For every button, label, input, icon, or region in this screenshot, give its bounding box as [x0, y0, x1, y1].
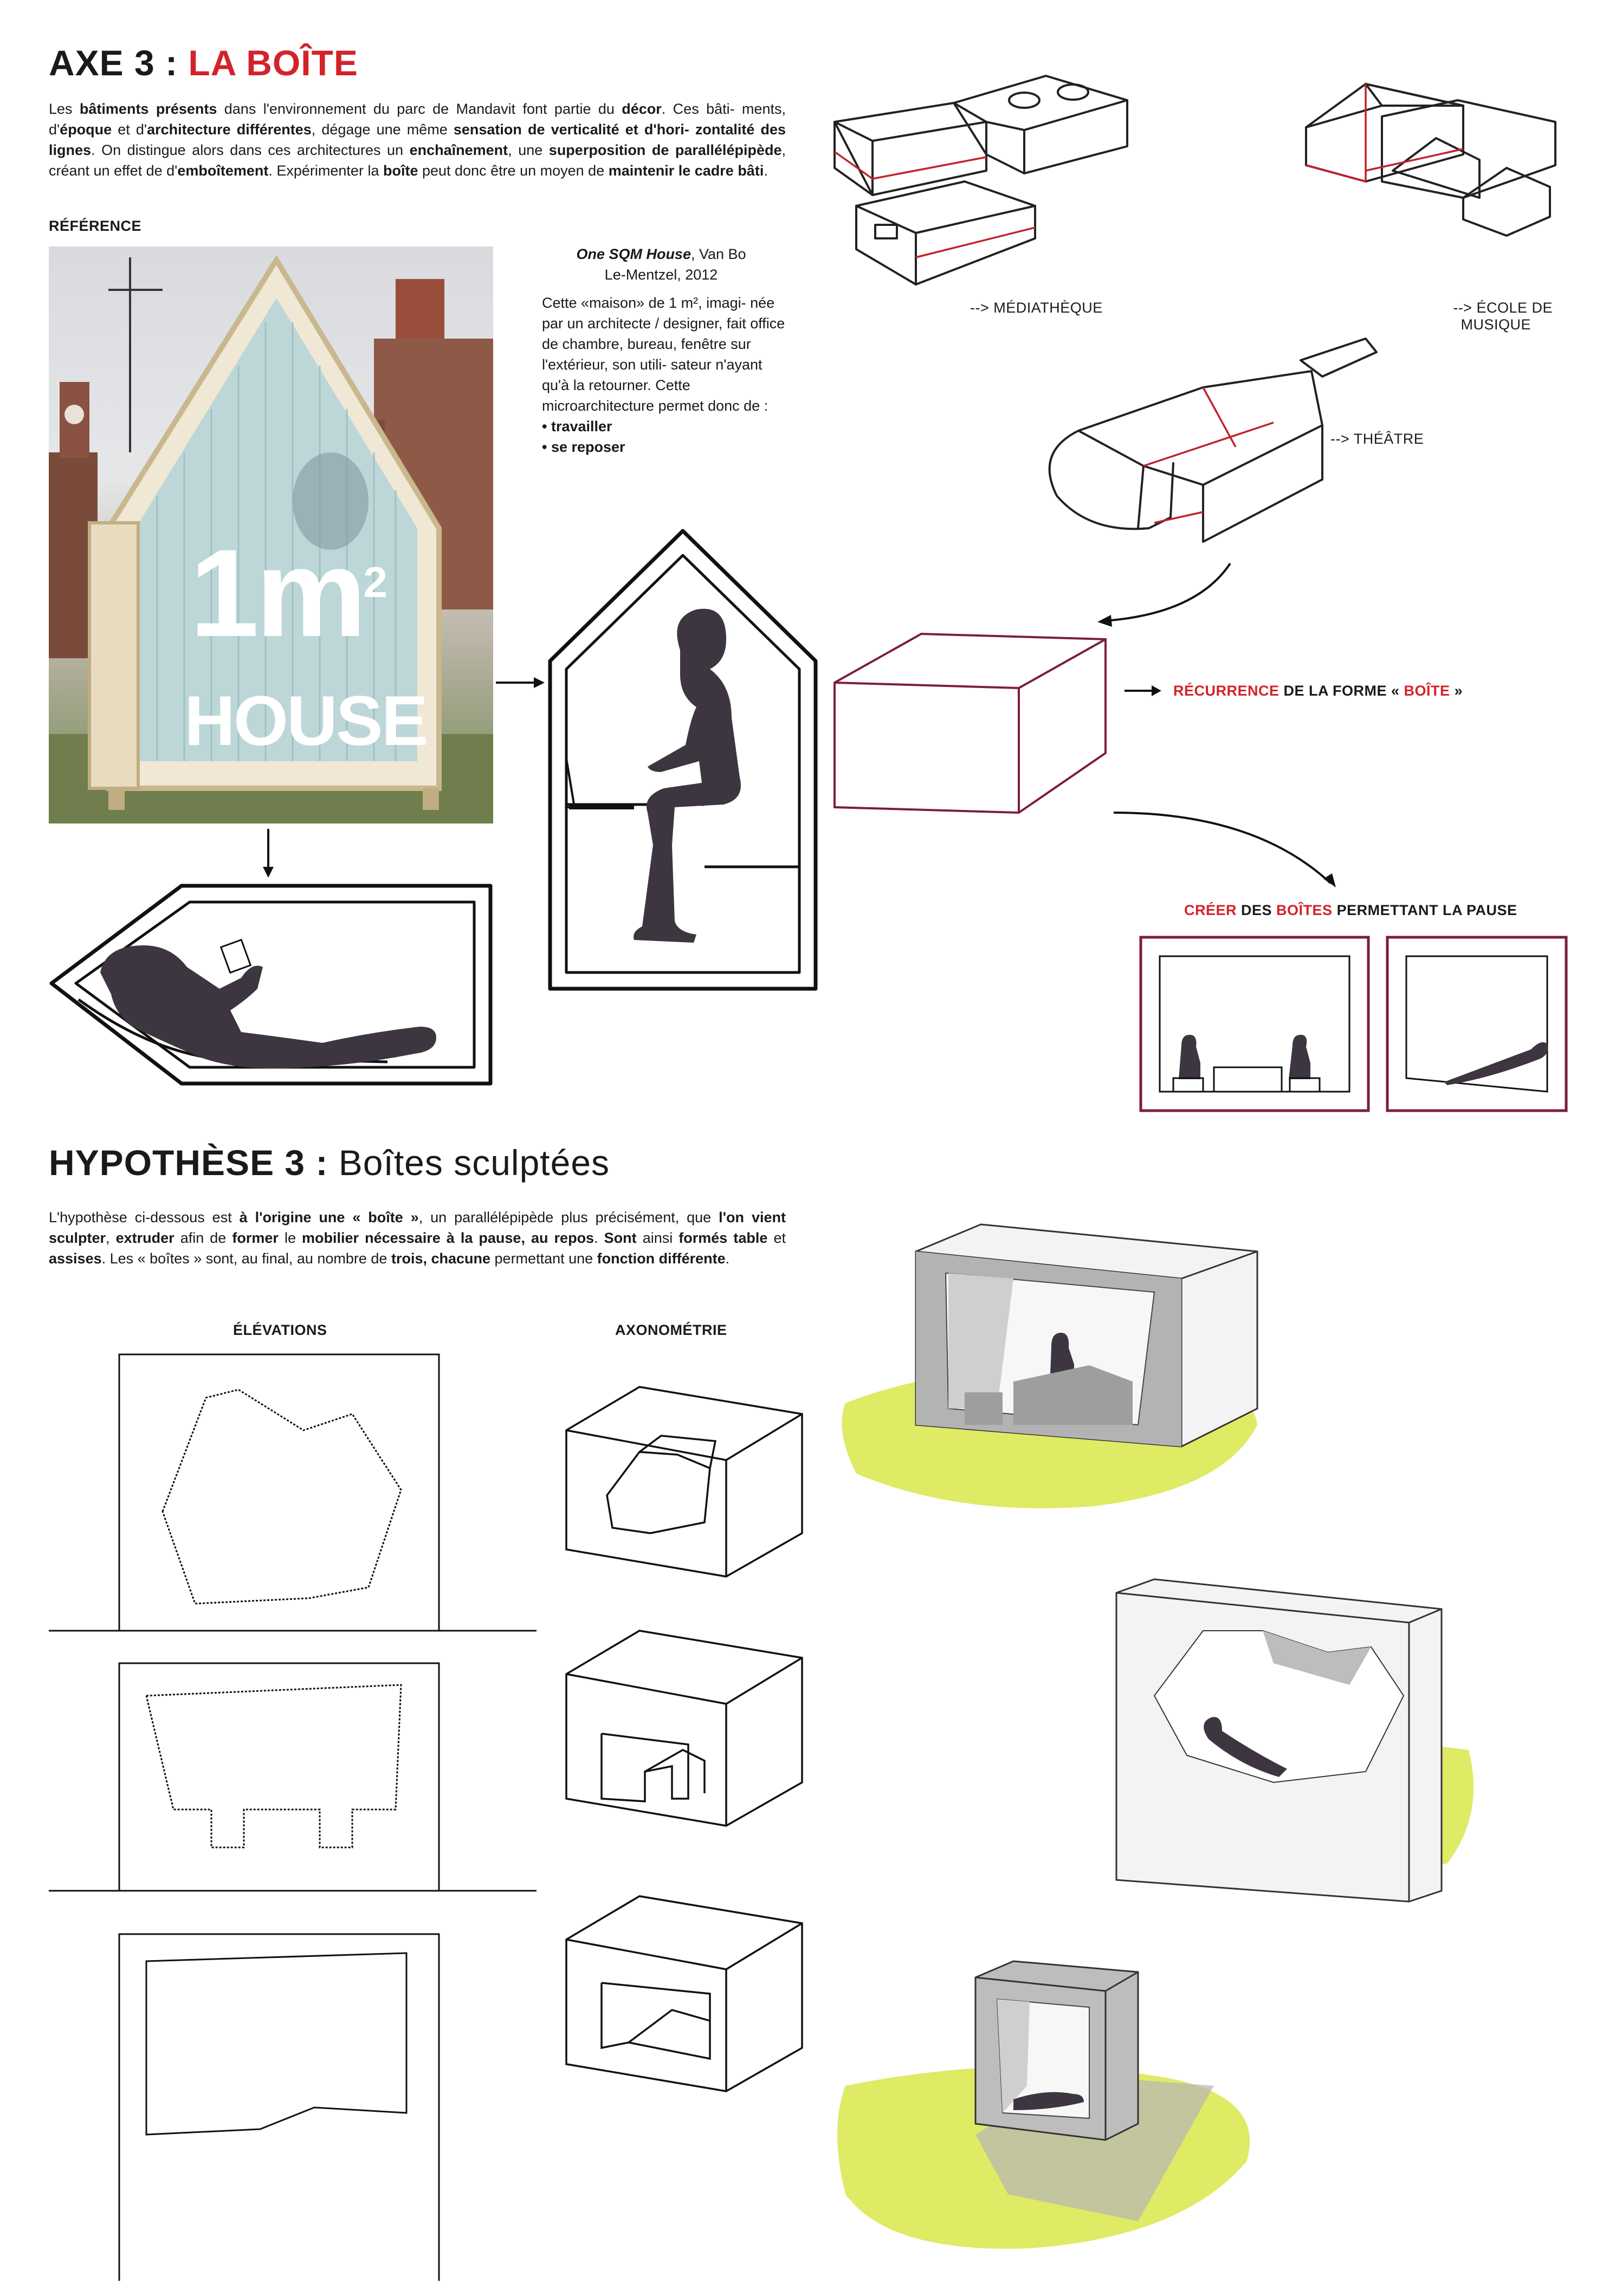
- curved-arrow-icon: [1095, 558, 1236, 628]
- arrow-down-icon: [260, 829, 276, 878]
- hypothese-title-rest: Boîtes sculptées: [338, 1143, 610, 1183]
- render-third-box: [835, 1961, 1246, 2265]
- intro-run: enchaînement: [409, 142, 508, 158]
- creer-end: PERMETTANT LA PAUSE: [1332, 902, 1517, 918]
- label-mediatheque: --> MÉDIATHÈQUE: [970, 300, 1103, 316]
- pause-box-lying: [1385, 935, 1569, 1113]
- elevations-label: ÉLÉVATIONS: [233, 1322, 327, 1338]
- hypothese-run: .: [725, 1250, 730, 1267]
- reference-photo: [49, 247, 493, 823]
- axonometry-drawings: [564, 1371, 813, 2265]
- intro-run: superposition de parallélépipède: [548, 142, 782, 158]
- pause-box-seated: [1138, 935, 1371, 1113]
- intro-run: dans l'environnement du parc de Mandavit font partie du: [217, 101, 622, 117]
- hypothese-run: permettant une: [490, 1250, 597, 1267]
- title-accent: LA BOÎTE: [188, 43, 358, 83]
- creer-accent-box: BOÎTES: [1276, 902, 1333, 918]
- render-lying-box: [1111, 1577, 1490, 1902]
- intro-run: bâtiments présents: [79, 101, 217, 117]
- arrow-right-icon: [1125, 683, 1162, 699]
- recurrence-accent-box: BOÎTE: [1404, 683, 1450, 699]
- intro-run: , créant un effet de d': [49, 142, 786, 179]
- title-prefix: AXE 3 :: [49, 43, 189, 83]
- photo-sign-sup: 2: [363, 558, 384, 606]
- creer-mid: DES: [1237, 902, 1277, 918]
- intro-run: et d': [112, 121, 147, 138]
- intro-run: . Expérimenter la: [268, 163, 383, 179]
- bullet-rest: • se reposer: [542, 439, 625, 455]
- hypothese-run: ainsi: [636, 1230, 679, 1246]
- generic-box-sketch: [829, 628, 1116, 818]
- theatre-sketch: [1041, 339, 1377, 566]
- page-title: [49, 42, 358, 83]
- hypothese-run: L'hypothèse ci-dessous est: [49, 1209, 240, 1225]
- caption-title-rest: , Van Bo: [690, 246, 746, 262]
- hypothese-run: .: [594, 1230, 604, 1246]
- photo-sign-word: HOUSE: [184, 681, 427, 760]
- hypothese-run: formés table: [678, 1230, 768, 1246]
- reference-caption: [537, 244, 786, 285]
- hypothese-run: assises: [49, 1250, 102, 1267]
- hypothese-run: ,: [106, 1230, 116, 1246]
- hypothese-run: le: [278, 1230, 302, 1246]
- hypothese-run: . Les « boîtes » sont, au final, au nombre de: [101, 1250, 391, 1267]
- intro-run: . On distingue alors dans ces architectures un: [91, 142, 410, 158]
- hypothese-run: mobilier nécessaire à la pause, au repos: [302, 1230, 594, 1246]
- hypothese-run: fonction différente: [597, 1250, 726, 1267]
- intro-run: emboîtement: [177, 163, 269, 179]
- creer-label: [1184, 902, 1517, 919]
- sitting-sketch: [542, 526, 824, 997]
- intro-run: décor: [622, 101, 662, 117]
- hypothese-run: et: [767, 1230, 786, 1246]
- intro-run: sensation de verticalité et d'hori- zontalité des lignes: [49, 121, 786, 158]
- elevations-drawings: [49, 1349, 537, 2281]
- recurrence-accent: RÉCURRENCE: [1173, 683, 1279, 699]
- hypothese-run: former: [232, 1230, 279, 1246]
- intro-run: .: [764, 163, 768, 179]
- creer-accent: CRÉER: [1184, 902, 1237, 918]
- recurrence-mid: DE LA FORME «: [1279, 683, 1404, 699]
- caption-title: One SQM House: [576, 246, 691, 262]
- recurrence-label: [1173, 683, 1463, 699]
- photo-sign-big: 1m: [190, 523, 364, 663]
- hypothese-run: extruder: [115, 1230, 175, 1246]
- reference-label: RÉFÉRENCE: [49, 218, 142, 234]
- intro-run: Les: [49, 101, 80, 117]
- hypothese-run: trois, chacune: [391, 1250, 491, 1267]
- label-ecole-line2: MUSIQUE: [1461, 316, 1531, 333]
- axonometrie-label: AXONOMÉTRIE: [615, 1322, 727, 1338]
- intro-run: boîte: [383, 163, 418, 179]
- intro-run: , une: [508, 142, 549, 158]
- hypothese-run: Sont: [604, 1230, 637, 1246]
- hypothese-run: à l'origine une « boîte »: [239, 1209, 419, 1225]
- reference-description: [542, 293, 786, 457]
- photo-sign: [190, 523, 384, 663]
- render-seated-box: [835, 1219, 1268, 1528]
- hypothese-run: , un parallélépipède plus précisément, que: [418, 1209, 719, 1225]
- arrow-right-icon: [496, 674, 545, 691]
- recurrence-end: »: [1450, 683, 1463, 699]
- mediatheque-sketch: [829, 70, 1133, 287]
- hypothese-run: l'on vient sculpter: [49, 1209, 786, 1246]
- intro-run: époque: [60, 121, 112, 138]
- intro-run: maintenir le cadre bâti: [608, 163, 764, 179]
- intro-run: architecture différentes: [147, 121, 312, 138]
- curved-arrow-icon: [1111, 807, 1339, 888]
- label-theatre: --> THÉÂTRE: [1330, 431, 1424, 447]
- hypothese-title: [49, 1142, 610, 1183]
- intro-run: . Ces bâti- ments, d': [49, 101, 786, 138]
- ecole-sketch: [1301, 73, 1561, 247]
- intro-run: peut donc être un moyen de: [418, 163, 609, 179]
- label-ecole: [1444, 300, 1553, 333]
- label-ecole-line1: --> ÉCOLE DE: [1453, 300, 1553, 316]
- hypothese-title-bold: HYPOTHÈSE 3 :: [49, 1143, 339, 1183]
- hypothese-paragraph: [49, 1207, 786, 1269]
- hypothese-run: afin de: [174, 1230, 232, 1246]
- lying-sketch: [46, 880, 496, 1089]
- bullet-work: • travailler: [542, 418, 612, 434]
- intro-paragraph: [49, 99, 786, 181]
- intro-run: , dégage une même: [311, 121, 454, 138]
- description-text: Cette «maison» de 1 m², imagi- née par un architecte / designer, fait office de chambre, bureau, fenêtre sur l'extérieur, son utili- sateur n'ayant qu'à la retourner. Cette microarchitecture permet donc de :: [542, 295, 785, 414]
- caption-year: Le-Mentzel, 2012: [604, 267, 718, 283]
